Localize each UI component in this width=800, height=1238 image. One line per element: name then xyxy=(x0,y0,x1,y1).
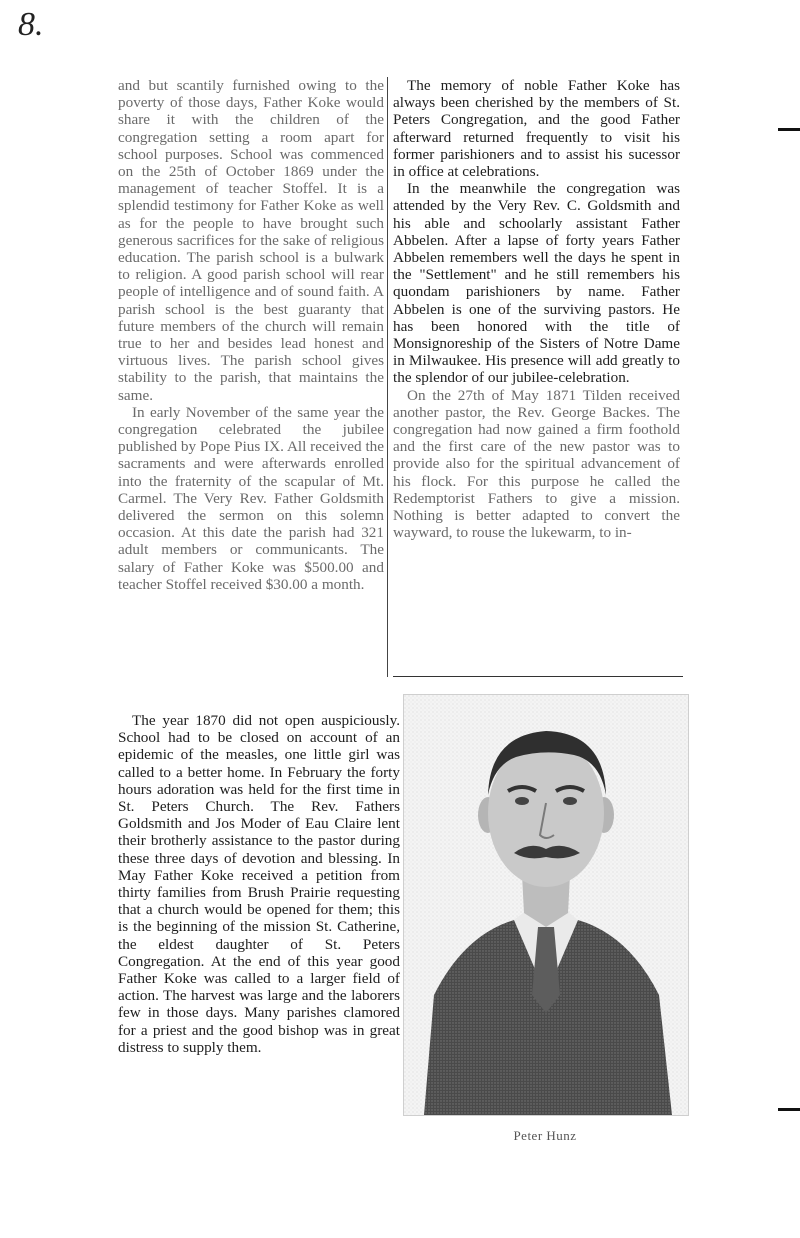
portrait-illustration xyxy=(404,695,688,1115)
column-divider xyxy=(387,77,388,677)
left-column-lower xyxy=(118,712,400,1056)
photo-caption: Peter Hunz xyxy=(513,1128,577,1143)
page-number: 8. xyxy=(18,6,44,43)
jubilee-paragraph: In early November of the same year the congregation celebrated the jubilee published by Pope Pius IX. All received the sacraments and were afterwards enrolled into the fraternity of the scapular of Mt. Carmel. The Very Rev. Father Goldsmith delivered the sermon on this solemn occasion. At this date the parish had 321 adult members or communicants. The salary of Father Koke was $500.00 and teacher Stoffel received $30.00 a month. xyxy=(118,403,384,593)
may-1871-paragraph: On the 27th of May 1871 Tilden received another pastor, the Rev. George Backes. The congregation had now gained a firm foothold and the first care of the new pastor was to provide also for the spiritual advancement of his flock. For this purpose he called the Redemptorist Fathers to give a mission. Nothing is better adapted to convert the wayward, to rouse the lukewarm, to in- xyxy=(393,386,680,542)
scan-tick-mark xyxy=(778,1108,800,1111)
left-top-paragraph: and but scantily furnished owing to the poverty of those days, Father Koke would share it with the children of the congregation setting a room apart for school purposes. School was commenced on the 25th of October 1869 under the management of teacher Stoffel. It is a splendid testimony for Father Koke as well as for the people to have brought such generous sacrifices for the sake of religious education. The parish school is a bulwark to religion. A good parish school will rear people of intelligence and of sound faith. A parish school is the best guaranty that future members of the church will remain true to her and besides lead honest and virtuous lives. The parish school gives stability to the parish, that maintains the same. xyxy=(118,77,384,404)
section-rule xyxy=(393,676,683,677)
right-column xyxy=(393,77,680,541)
scan-tick-mark xyxy=(778,128,800,131)
memory-paragraph: The memory of noble Father Koke has always been cherished by the members of St. Peters Congregation, and the good Father afterward returned frequently to visit his former parishioners and to assist his sucessor in office at celebrations. xyxy=(393,77,680,181)
year-1870-paragraph: The year 1870 did not open auspiciously. School had to be closed on account of an epidemic of the measles, one little girl was called to a better home. In February the forty hours adoration was held for the first time in St. Peters Church. The Rev. Fathers Goldsmith and Jos Moder of Eau Claire lent their brotherly assistance to the pastor during these three days of devotion and blessing. In May Father Koke received a petition from thirty families from Brush Prairie requesting that a church would be opened for them; this is the beginning of the mission St. Catherine, the eldest daughter of St. Peters Congregation. At the end of this year good Father Koke was called to a larger field of action. The harvest was large and the laborers few in those days. Many parishes clamored for a priest and the good bishop was in great distress to supply them. xyxy=(118,712,400,1056)
portrait-photo xyxy=(403,694,689,1116)
meanwhile-paragraph: In the meanwhile the congregation was attended by the Very Rev. C. Goldsmith and his able and schoolarly assistant Father Abbelen. After a lapse of forty years Father Abbelen remembers well the days he spent in the "Settlement" and he still remembers his quondam parishioners by name. Father Abbelen is one of the surviving pastors. He has been honored with the title of Monsignoreship of the Sisters of Notre Dame in Milwaukee. His presence will add greatly to the splendor of our jubilee-celebration. xyxy=(393,180,680,387)
left-column-upper xyxy=(118,77,384,593)
